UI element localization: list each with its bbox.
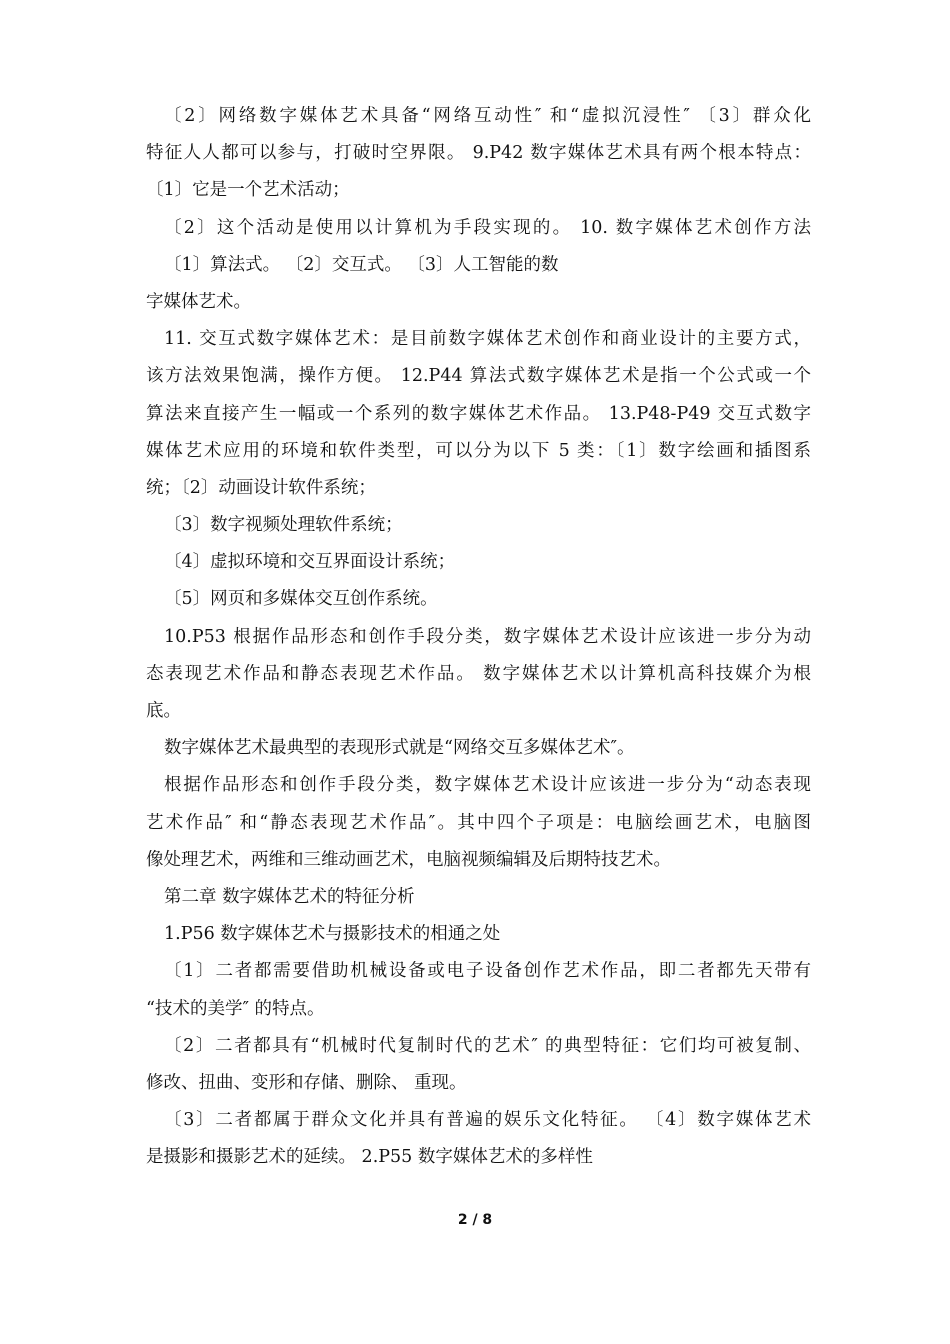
text-line: 算法来直接产生一幅或一个系列的数字媒体艺术作品。 13.P48-P49 交互式数字 [146, 403, 811, 424]
text-line: 根据作品形态和创作手段分类，数字媒体艺术设计应该进一步分为“动态表现 [164, 775, 811, 796]
text-line: 修改、扭曲、变形和存储、删除、 重现。 [146, 1072, 467, 1093]
text-line: 〔1〕它是一个艺术活动； [146, 180, 350, 201]
text-line: 特征人人都可以参与，打破时空界限。 9.P42 数字媒体艺术具有两个根本特点： [146, 143, 811, 164]
text-line: 〔1〕算法式。 〔2〕交互式。 〔3〕人工智能的数 [164, 254, 559, 275]
text-line: 底。 [146, 701, 181, 721]
text-line: 〔2〕这个活动是使用以计算机为手段实现的。 10. 数字媒体艺术创作方法 [164, 217, 811, 238]
chapter-heading: 第二章 数字媒体艺术的特征分析 [164, 886, 415, 907]
text-line: 10.P53 根据作品形态和创作手段分类，数字媒体艺术设计应该进一步分为动 [164, 626, 811, 647]
text-line: 1.P56 数字媒体艺术与摄影技术的相通之处 [164, 924, 501, 945]
document-body [146, 98, 811, 1176]
text-line: 〔3〕二者都属于群众文化并具有普遍的娱乐文化特征。 〔4〕数字媒体艺术 [164, 1110, 811, 1131]
text-line: 该方法效果饱满，操作方便。 12.P44 算法式数字媒体艺术是指一个公式或一个 [146, 366, 811, 387]
text-line: 数字媒体艺术最典型的表现形式就是“网络交互多媒体艺术″。 [164, 738, 635, 759]
text-line: 〔1〕二者都需要借助机械设备或电子设备创作艺术作品，即二者都先天带有 [164, 961, 811, 982]
text-line: 媒体艺术应用的环境和软件类型，可以分为以下 5 类：〔1〕数字绘画和插图系 [146, 440, 811, 461]
text-line: 〔5〕网页和多媒体交互创作系统。 [164, 589, 438, 610]
text-line: 是摄影和摄影艺术的延续。 2.P55 数字媒体艺术的多样性 [146, 1147, 593, 1168]
page-number: 2 / 8 [457, 1212, 493, 1228]
text-line: 艺术作品″ 和“静态表现艺术作品″。其中四个子项是：电脑绘画艺术，电脑图 [146, 812, 811, 833]
text-line: “技术的美学″ 的特点。 [146, 998, 325, 1019]
text-line: 〔2〕网络数字媒体艺术具备“网络互动性″ 和“虚拟沉浸性″ 〔3〕群众化 [164, 106, 811, 126]
text-line: 像处理艺术，两维和三维动画艺术，电脑视频编辑及后期特技艺术。 [146, 849, 671, 870]
text-line: 统；〔2〕动画设计软件系统； [146, 477, 376, 498]
text-line: 〔2〕二者都具有“机械时代复制时代的艺术″ 的典型特征：它们均可被复制、 [164, 1035, 811, 1056]
text-line: 11. 交互式数字媒体艺术：是目前数字媒体艺术创作和商业设计的主要方式， [164, 329, 811, 350]
text-line: 〔3〕数字视频处理软件系统； [164, 515, 403, 536]
text-line: 字媒体艺术。 [146, 291, 251, 312]
text-line: 〔4〕虚拟环境和交互界面设计系统； [164, 552, 456, 573]
text-line: 态表现艺术作品和静态表现艺术作品。 数字媒体艺术以计算机高科技媒介为根 [146, 663, 811, 684]
